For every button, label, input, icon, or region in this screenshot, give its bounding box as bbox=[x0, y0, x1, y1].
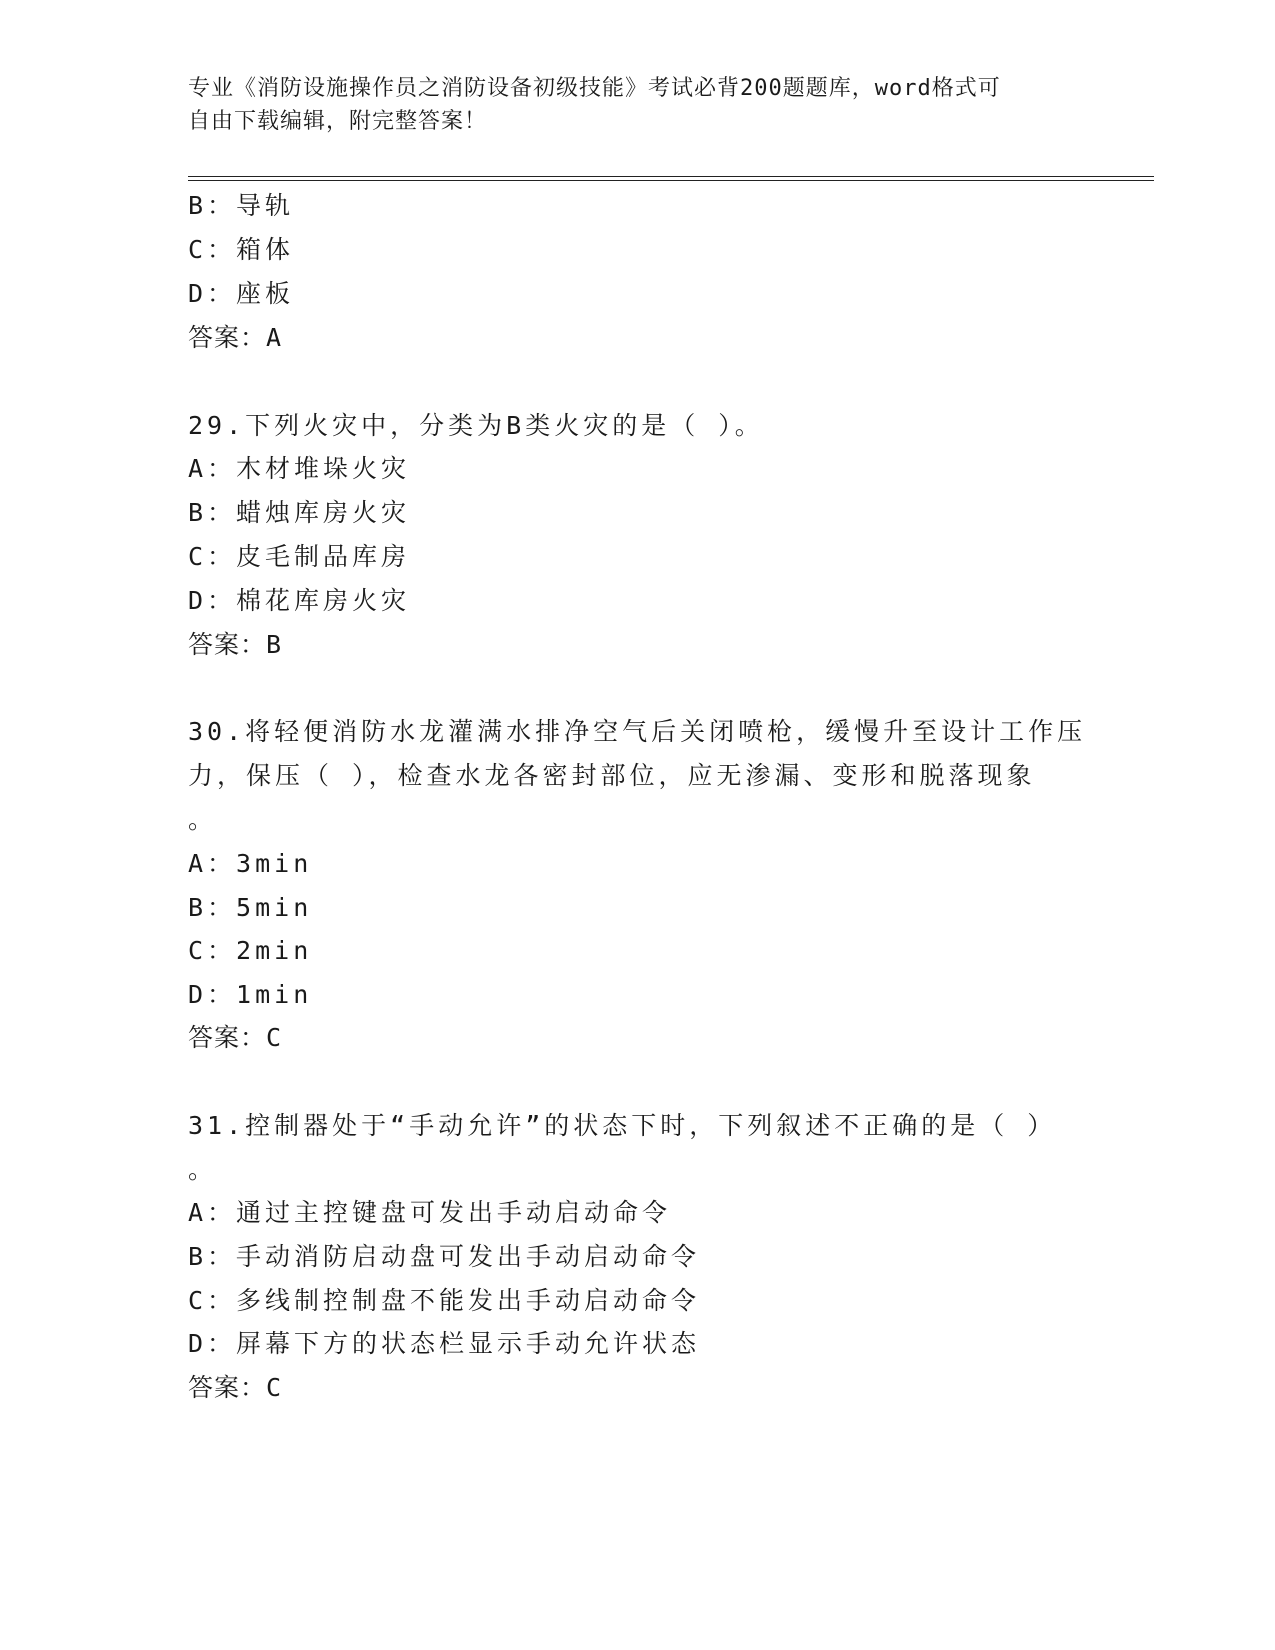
q29-option-c: C：皮毛制品库房 bbox=[188, 542, 411, 571]
q31-option-a: A：通过主控键盘可发出手动启动命令 bbox=[188, 1198, 672, 1227]
q31-question-line-1: 31.控制器处于“手动允许”的状态下时，下列叙述不正确的是（ ） bbox=[188, 1111, 1057, 1140]
q29-question: 29.下列火灾中，分类为B类火灾的是（ ）。 bbox=[188, 411, 764, 440]
q30-answer: 答案：C bbox=[188, 1023, 283, 1052]
document-header bbox=[188, 72, 1068, 138]
q31-question-line-2: 。 bbox=[188, 1155, 218, 1184]
q30-option-a: A：3min bbox=[188, 849, 313, 878]
q30-question-line-3: 。 bbox=[188, 805, 218, 834]
q28-option-c: C：箱体 bbox=[188, 235, 295, 264]
q31-answer: 答案：C bbox=[188, 1373, 283, 1402]
q29-option-b: B：蜡烛库房火灾 bbox=[188, 498, 411, 527]
q31-option-c: C：多线制控制盘不能发出手动启动命令 bbox=[188, 1286, 701, 1315]
header-line-2: 自由下载编辑，附完整答案！ bbox=[188, 109, 488, 134]
header-line-1: 专业《消防设施操作员之消防设备初级技能》考试必背200题题库，word格式可 bbox=[188, 76, 1001, 101]
q28-option-b: B：导轨 bbox=[188, 191, 295, 220]
q28-answer: 答案：A bbox=[188, 323, 283, 352]
q30-option-b: B：5min bbox=[188, 893, 313, 922]
q31-option-b: B：手动消防启动盘可发出手动启动命令 bbox=[188, 1242, 701, 1271]
header-divider bbox=[188, 176, 1154, 181]
q28-option-d: D：座板 bbox=[188, 279, 295, 308]
q29-answer: 答案：B bbox=[188, 630, 283, 659]
q30-option-c: C：2min bbox=[188, 936, 313, 965]
q29-option-a: A：木材堆垛火灾 bbox=[188, 454, 411, 483]
q29-option-d: D：棉花库房火灾 bbox=[188, 586, 411, 615]
q30-question-line-1: 30.将轻便消防水龙灌满水排净空气后关闭喷枪，缓慢升至设计工作压 bbox=[188, 717, 1087, 746]
q30-option-d: D：1min bbox=[188, 980, 313, 1009]
q31-option-d: D：屏幕下方的状态栏显示手动允许状态 bbox=[188, 1329, 701, 1358]
q30-question-line-2: 力，保压（ ），检查水龙各密封部位，应无渗漏、变形和脱落现象 bbox=[188, 761, 1036, 790]
